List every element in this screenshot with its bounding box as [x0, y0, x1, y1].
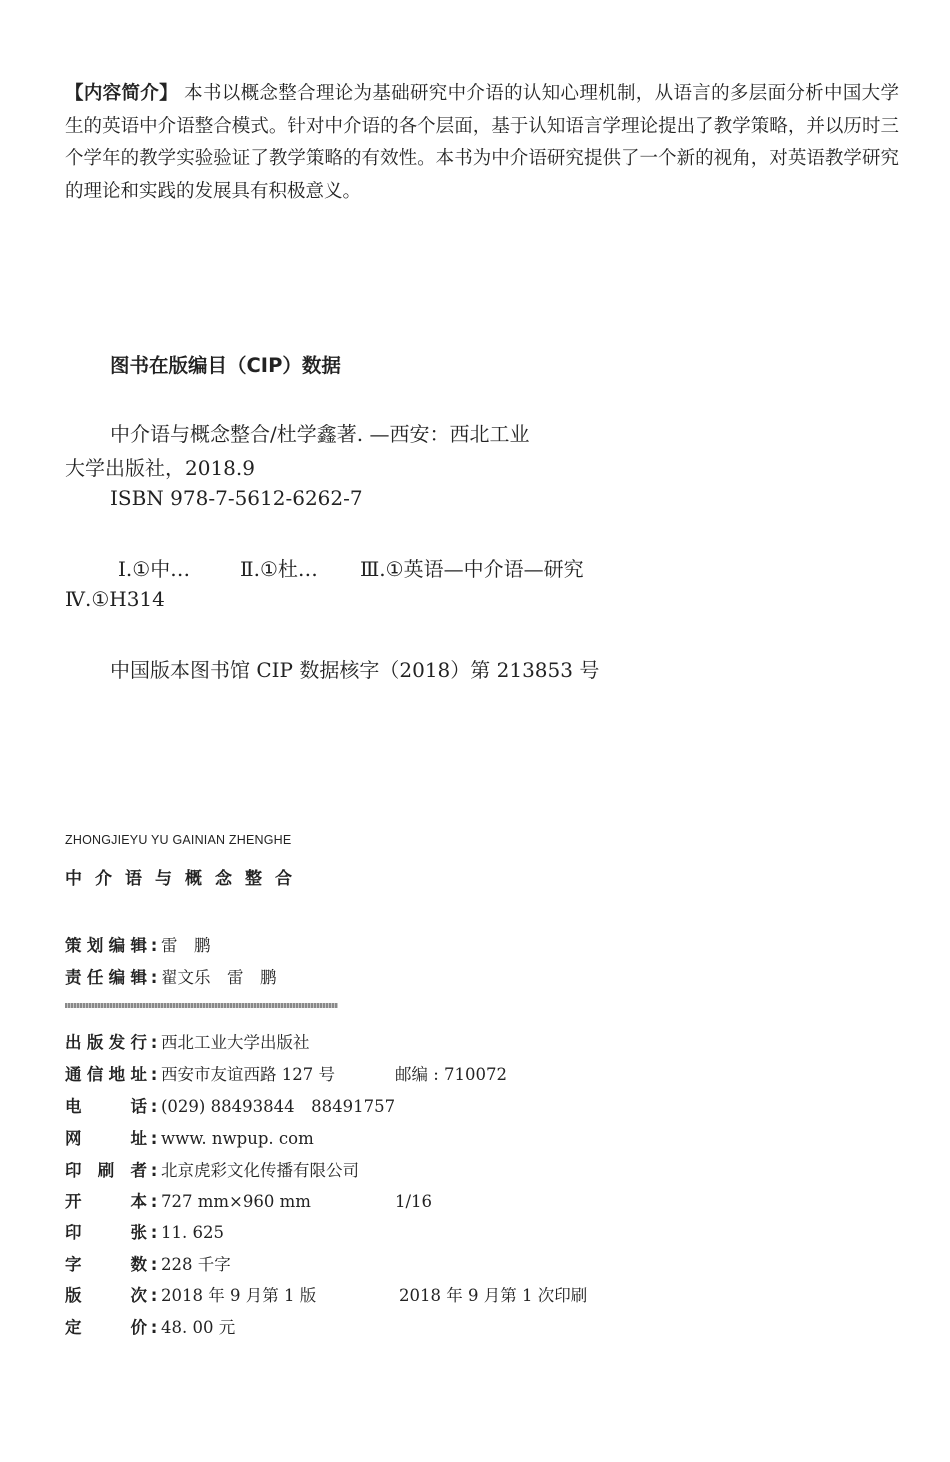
colon: : — [150, 1255, 158, 1274]
colon: : — [150, 1097, 158, 1116]
book-pinyin-title: ZHONGJIEYU YU GAINIAN ZHENGHE — [65, 833, 292, 847]
pub-value: 北京虎彩文化传播有限公司 — [161, 1161, 359, 1180]
pub-label: 版次 — [65, 1286, 147, 1305]
pub-value: 228 千字 — [161, 1255, 231, 1274]
colon: : — [150, 1223, 158, 1242]
editor-value: 雷 鹏 — [161, 936, 211, 955]
pub-format-extra: 1/16 — [395, 1192, 433, 1211]
cip-class-1: Ⅰ.①中… — [118, 557, 191, 581]
pub-row-printer — [65, 1157, 359, 1181]
colon: : — [150, 1192, 158, 1211]
pub-row-format — [65, 1188, 432, 1212]
colon: : — [150, 1129, 158, 1148]
editor-label: 策划编辑 — [65, 936, 147, 955]
pub-label: 电话 — [65, 1097, 147, 1116]
colon: : — [150, 1033, 158, 1052]
editor-label: 责任编辑 — [65, 968, 147, 987]
pub-row-phone — [65, 1093, 395, 1117]
pub-postcode: 邮编 : 710072 — [395, 1065, 508, 1084]
cip-line-1: 中介语与概念整合/杜学鑫著. —西安：西北工业 — [110, 422, 530, 446]
pub-label: 定价 — [65, 1318, 147, 1337]
section-divider — [65, 1003, 338, 1008]
pub-value: 西北工业大学出版社 — [161, 1033, 310, 1052]
pub-row-edition — [65, 1282, 587, 1306]
content-summary — [65, 78, 899, 208]
pub-label: 印张 — [65, 1223, 147, 1242]
pub-label: 出版发行 — [65, 1033, 147, 1052]
cip-class-4: Ⅳ.①H314 — [65, 587, 165, 611]
summary-text: 本书以概念整合理论为基础研究中介语的认知心理机制，从语言的多层面分析中国大学生的英语中介语整合模式。针对中介语的各个层面，基于认知语言学理论提出了教学策略，并以历时三个学年的教学实验验证了教学策略的有效性。本书为中介语研究提供了一个新的视角，对英语教学研究的理论和实践的发展具有积极意义。 — [65, 83, 899, 202]
pub-label: 字数 — [65, 1255, 147, 1274]
cip-line-2: 大学出版社，2018.9 — [65, 456, 255, 480]
pub-edition-extra: 2018 年 9 月第 1 次印刷 — [399, 1286, 588, 1305]
cip-record: 中国版本图书馆 CIP 数据核字（2018）第 213853 号 — [110, 658, 600, 682]
colon: : — [150, 1318, 158, 1337]
pub-value: www. nwpup. com — [161, 1129, 314, 1148]
editor-value: 翟文乐 雷 鹏 — [161, 968, 277, 987]
pub-row-sheets — [65, 1219, 224, 1243]
pub-value: 727 mm×960 mm — [161, 1192, 311, 1211]
pub-row-publisher — [65, 1029, 310, 1053]
pub-label: 印刷者 — [65, 1161, 147, 1180]
colon: : — [150, 936, 158, 955]
summary-tag: 【内容简介】 — [65, 83, 178, 104]
pub-row-price — [65, 1314, 235, 1338]
editor-row-responsible — [65, 964, 277, 988]
pub-value: 48. 00 元 — [161, 1318, 236, 1337]
pub-label: 网址 — [65, 1129, 147, 1148]
pub-value: 2018 年 9 月第 1 版 — [161, 1286, 317, 1305]
pub-row-wordcount — [65, 1251, 231, 1275]
colon: : — [150, 968, 158, 987]
book-title: 中介语与概念整合 — [65, 869, 305, 889]
pub-row-website — [65, 1125, 314, 1149]
pub-value: 11. 625 — [161, 1223, 224, 1242]
pub-label: 通信地址 — [65, 1065, 147, 1084]
pub-label: 开本 — [65, 1192, 147, 1211]
pub-value: (029) 88493844 88491757 — [161, 1097, 396, 1116]
pub-row-address — [65, 1061, 507, 1085]
cip-class-3: Ⅲ.①英语—中介语—研究 — [360, 557, 584, 581]
editor-row-planning — [65, 932, 211, 956]
cip-class-2: Ⅱ.①杜… — [240, 557, 318, 581]
cip-title: 图书在版编目（CIP）数据 — [110, 354, 341, 377]
colon: : — [150, 1286, 158, 1305]
colon: : — [150, 1065, 158, 1084]
cip-isbn: ISBN 978-7-5612-6262-7 — [110, 486, 363, 510]
pub-value: 西安市友谊西路 127 号 — [161, 1065, 335, 1084]
colon: : — [150, 1161, 158, 1180]
